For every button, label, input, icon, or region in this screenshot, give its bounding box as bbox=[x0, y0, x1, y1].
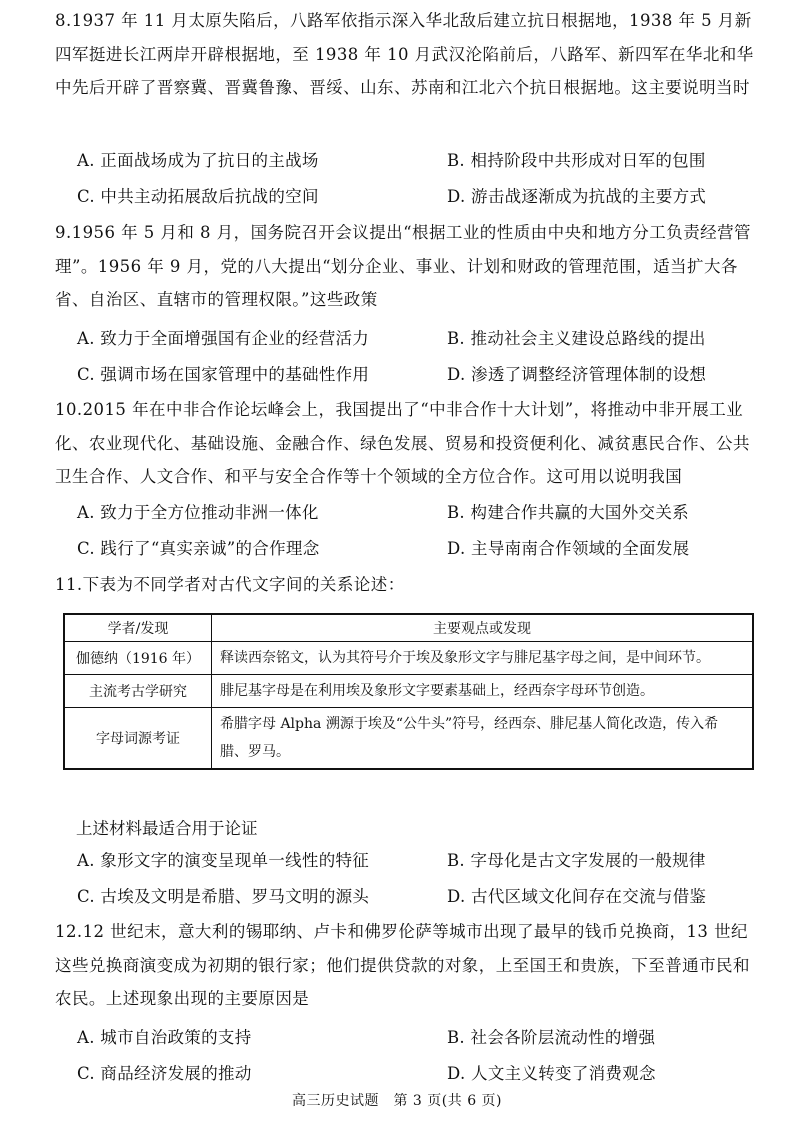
option-d[interactable]: D. 游击战逐渐成为抗战的主要方式 bbox=[447, 187, 707, 206]
table-cell: 字母词源考证 bbox=[64, 708, 212, 770]
option-b[interactable]: B. 社会各阶层流动性的增强 bbox=[447, 1028, 656, 1047]
question-stem bbox=[55, 4, 755, 105]
question-12-options bbox=[55, 1021, 755, 1091]
option-c[interactable]: C. 强调市场在国家管理中的基础性作用 bbox=[77, 365, 370, 384]
question-8 bbox=[55, 4, 755, 105]
question-text: 2015 年在中非合作论坛峰会上，我国提出了“中非合作十大计划”，将推动中非开展工业化、农业现代化、基础设施、金融合作、绿色发展、贸易和投资便利化、减贫惠民合作、公共卫生合作、人文合作、和平与安全合作等十个领域的全方位合作。这可用以说明我国 bbox=[55, 400, 750, 486]
question-9-options bbox=[55, 322, 755, 392]
option-d[interactable]: D. 主导南南合作领域的全面发展 bbox=[447, 539, 690, 558]
option-a[interactable]: A. 致力于全面增强国有企业的经营活力 bbox=[77, 329, 370, 348]
question-8-options bbox=[55, 144, 755, 214]
question-12 bbox=[55, 915, 755, 1016]
scholar-table bbox=[63, 613, 754, 770]
question-11-options bbox=[55, 844, 755, 914]
option-b[interactable]: B. 构建合作共赢的大国外交关系 bbox=[447, 503, 689, 522]
question-text: 下表为不同学者对古代文字间的关系论述： bbox=[82, 575, 405, 594]
option-a[interactable]: A. 正面战场成为了抗日的主战场 bbox=[77, 151, 319, 170]
table-row bbox=[64, 642, 753, 675]
table-cell: 主流考古学研究 bbox=[64, 675, 212, 708]
table-row bbox=[64, 675, 753, 708]
question-text: 1956 年 5 月和 8 月，国务院召开会议提出“根据工业的性质由中央和地方分工负责经营管理”。1956 年 9 月，党的八大提出“划分企业、事业、计划和财政的管理范围，适当扩大各省、自治区、直辖市的管理权限。”这些政策 bbox=[55, 223, 752, 309]
option-c[interactable]: C. 践行了“真实亲诚”的合作理念 bbox=[77, 539, 320, 558]
table-cell: 腓尼基字母是在利用埃及象形文字要素基础上，经西奈字母环节创造。 bbox=[212, 675, 754, 708]
option-b[interactable]: B. 字母化是古文字发展的一般规律 bbox=[447, 851, 706, 870]
question-text: 12 世纪末，意大利的锡耶纳、卢卡和佛罗伦萨等城市出现了最早的钱币兑换商，13 世纪这些兑换商演变成为初期的银行家；他们提供贷款的对象，上至国王和贵族，下至普通市民和农民。上述现象出现的主要原因是 bbox=[55, 922, 750, 1008]
table-cell: 希腊字母 Alpha 溯源于埃及“公牛头”符号，经西奈、腓尼基人简化改造，传入希腊、罗马。 bbox=[212, 708, 754, 770]
option-d[interactable]: D. 古代区域文化间存在交流与借鉴 bbox=[447, 887, 707, 906]
question-text: 1937 年 11 月太原失陷后，八路军依指示深入华北敌后建立抗日根据地，1938 年 5 月新四军挺进长江两岸开辟根据地，至 1938 年 10 月武汉沦陷前后，八路军、新四军在华北和华中先后开辟了晋察冀、晋冀鲁豫、晋绥、山东、苏南和江北六个抗日根据地。这主要说明当时 bbox=[55, 11, 754, 97]
question-9 bbox=[55, 216, 755, 317]
question-stem bbox=[55, 915, 755, 1016]
question-stem bbox=[55, 393, 755, 494]
table-cell: 释读西奈铭文，认为其符号介于埃及象形文字与腓尼基字母之间，是中间环节。 bbox=[212, 642, 754, 675]
option-c[interactable]: C. 中共主动拓展敌后抗战的空间 bbox=[77, 187, 319, 206]
question-number: 10. bbox=[55, 400, 83, 419]
option-d[interactable]: D. 渗透了调整经济管理体制的设想 bbox=[447, 365, 707, 384]
question-number: 11. bbox=[55, 575, 83, 594]
question-stem bbox=[55, 568, 755, 602]
question-number: 8. bbox=[55, 11, 72, 30]
table-cell: 伽德纳（1916 年） bbox=[64, 642, 212, 675]
page-footer: 高三历史试题 第 3 页(共 6 页) bbox=[291, 1093, 503, 1109]
question-number: 12. bbox=[55, 922, 83, 941]
table-header: 主要观点或发现 bbox=[212, 614, 754, 642]
option-c[interactable]: C. 古埃及文明是希腊、罗马文明的源头 bbox=[77, 887, 370, 906]
question-10-options bbox=[55, 496, 755, 566]
question-11 bbox=[55, 568, 755, 602]
question-stem bbox=[55, 216, 755, 317]
question-10 bbox=[55, 393, 755, 494]
option-d[interactable]: D. 人文主义转变了消费观念 bbox=[447, 1064, 656, 1083]
table-row bbox=[64, 708, 753, 770]
table-header: 学者/发现 bbox=[64, 614, 212, 642]
option-c[interactable]: C. 商品经济发展的推动 bbox=[77, 1064, 252, 1083]
option-a[interactable]: A. 城市自治政策的支持 bbox=[77, 1028, 252, 1047]
question-lead: 上述材料最适合用于论证 bbox=[76, 819, 258, 838]
table-header-row bbox=[64, 614, 753, 642]
question-number: 9. bbox=[55, 223, 72, 242]
option-a[interactable]: A. 致力于全方位推动非洲一体化 bbox=[77, 503, 319, 522]
option-b[interactable]: B. 相持阶段中共形成对日军的包围 bbox=[447, 151, 706, 170]
option-a[interactable]: A. 象形文字的演变呈现单一线性的特征 bbox=[77, 851, 370, 870]
option-b[interactable]: B. 推动社会主义建设总路线的提出 bbox=[447, 329, 706, 348]
